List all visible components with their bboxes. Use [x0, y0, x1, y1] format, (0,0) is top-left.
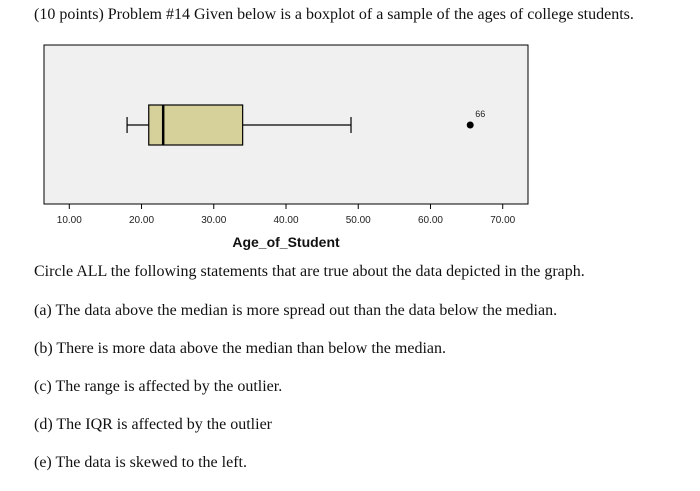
statement-b[interactable]: (b) There is more data above the median than below the median.: [34, 340, 446, 357]
statement-c[interactable]: (c) The range is affected by the outlier.: [34, 378, 283, 395]
x-axis-ticks: [57, 204, 516, 226]
problem-title: (10 points) Problem #14 Given below is a boxplot of a sample of the ages of college students.: [34, 6, 634, 23]
x-tick-label: 70.00: [490, 215, 516, 226]
statement-e[interactable]: (e) The data is skewed to the left.: [34, 454, 247, 471]
statement-list: [34, 301, 557, 491]
x-axis-title: Age_of_Student: [232, 234, 340, 250]
x-tick-label: 30.00: [201, 215, 227, 226]
statement-d[interactable]: (d) The IQR is affected by the outlier: [34, 416, 272, 433]
question-prompt: Circle ALL the following statements that are true about the data depicted in the graph.: [34, 263, 585, 280]
outlier-label: 66: [475, 109, 486, 119]
x-tick-label: 50.00: [345, 215, 371, 226]
x-tick-label: 60.00: [417, 215, 443, 226]
statement-a[interactable]: (a) The data above the median is more spread out than the data below the median.: [34, 302, 558, 319]
outlier-point: [467, 122, 474, 129]
x-tick-label: 20.00: [129, 215, 155, 226]
x-tick-label: 10.00: [56, 215, 82, 226]
x-tick-label: 40.00: [273, 215, 299, 226]
